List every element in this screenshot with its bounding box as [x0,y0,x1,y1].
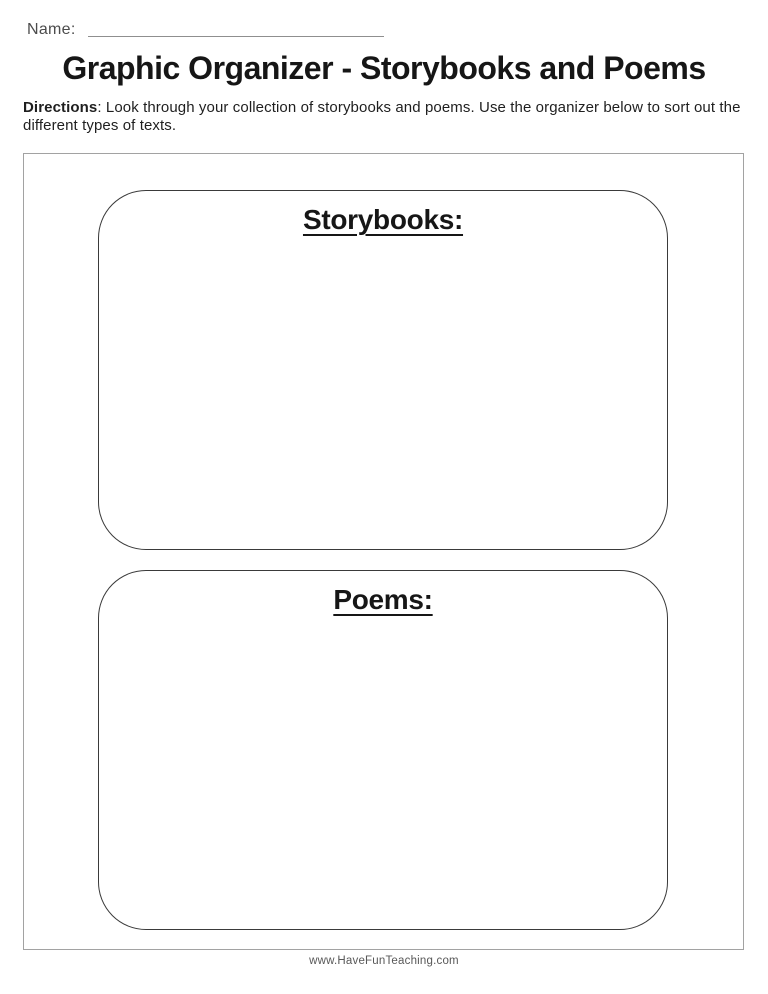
directions-text: : Look through your collection of storybooks and poems. Use the organizer below to sort out the different types of texts. [23,99,741,134]
directions-label: Directions [23,99,98,116]
organizer-box-poems [98,570,668,930]
footer-url: www.HaveFunTeaching.com [309,955,459,967]
poems-heading: Poems: [333,584,433,615]
worksheet-frame [23,153,744,950]
directions [23,99,741,135]
page-title: Graphic Organizer - Storybooks and Poems [62,50,706,86]
name-label: Name: [27,21,76,38]
poems-write-area[interactable] [109,629,657,921]
storybooks-write-area[interactable] [109,249,657,541]
name-blank-line[interactable] [88,22,384,37]
organizer-box-storybooks [98,190,668,550]
storybooks-heading: Storybooks: [302,204,464,235]
